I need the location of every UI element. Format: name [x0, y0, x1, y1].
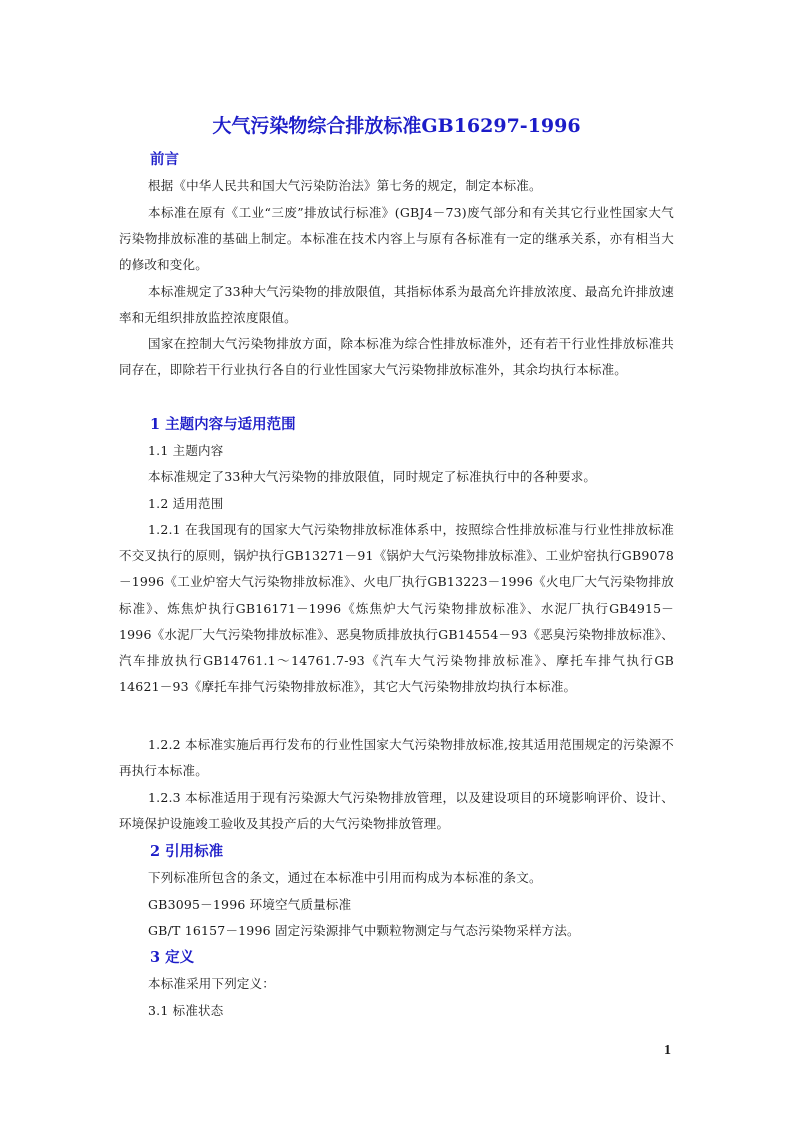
paragraph: 本标准采用下列定义： [148, 976, 276, 991]
paragraph: 1.2.2 本标准实施后再行发布的行业性国家大气污染物排放标准,按其适用范围规定的污染源不再执行本标准。 [119, 737, 674, 779]
section-heading-3: 3 定义 [150, 949, 195, 966]
paragraph: 下列标准所包含的条文，通过在本标准中引用而构成为本标准的条文。 [148, 870, 542, 885]
paragraph: 本标准规定了33种大气污染物的排放限值，其指标体系为最高允许排放浓度、最高允许排放速率和无组织排放监控浓度限值。 [119, 284, 674, 326]
paragraph: GB/T 16157－1996 固定污染源排气中颗粒物测定与气态污染物采样方法。 [148, 923, 580, 938]
paragraph: 国家在控制大气污染物排放方面，除本标准为综合性排放标准外，还有若干行业性排放标准共同存在，即除若干行业执行各自的行业性国家大气污染物排放标准外，其余均执行本标准。 [119, 336, 674, 378]
paragraph: 1.1 主题内容 [148, 443, 224, 458]
section-heading-foreword: 前言 [150, 151, 179, 168]
paragraph: 1.2.3 本标准适用于现有污染源大气污染物排放管理，以及建设项目的环境影响评价、设计、环境保护设施竣工验收及其投产后的大气污染物排放管理。 [119, 790, 674, 832]
document-title: 大气污染物综合排放标准GB16297-1996 [212, 115, 581, 137]
paragraph: 3.1 标准状态 [148, 1003, 224, 1018]
paragraph: 根据《中华人民共和国大气污染防治法》第七务的规定，制定本标准。 [148, 178, 542, 193]
section-heading-1: 1 主题内容与适用范围 [150, 416, 296, 433]
paragraph: GB3095－1996 环境空气质量标准 [148, 897, 352, 912]
paragraph: 本标准规定了33种大气污染物的排放限值，同时规定了标准执行中的各种要求。 [148, 469, 597, 484]
paragraph: 1.2.1 在我国现有的国家大气污染物排放标准体系中，按照综合性排放标准与行业性排放标准不交叉执行的原则，锅炉执行GB13271－91《锅炉大气污染物排放标准》、工业炉窑执行GB9078－1996《工业炉窑大气污染物排放标准》、火电厂执行GB13223－1996《火电厂大气污染物排放标准》、炼焦炉执行GB16171－1996《炼焦炉大气污染物排放标准》、水泥厂执行GB4915－1996《水泥厂大气污染物排放标准》、恶臭物质排放执行GB14554－93《恶臭污染物排放标准》、汽车排放执行GB14761.1～14761.7-93《汽车大气污染物排放标准》、摩托车排气执行GB 14621－93《摩托车排气污染物排放标准》，其它大气污染物排放均执行本标准。 [119, 522, 674, 695]
paragraph: 1.2 适用范围 [148, 496, 224, 511]
section-heading-2: 2 引用标准 [150, 843, 224, 860]
paragraph: 本标准在原有《工业“三废”排放试行标准》(GBJ4－73)废气部分和有关其它行业性国家大气污染物排放标准的基础上制定。本标准在技术内容上与原有各标准有一定的继承关系，亦有相当大的修改和变化。 [119, 205, 674, 273]
page-number: 1 [664, 1043, 671, 1058]
